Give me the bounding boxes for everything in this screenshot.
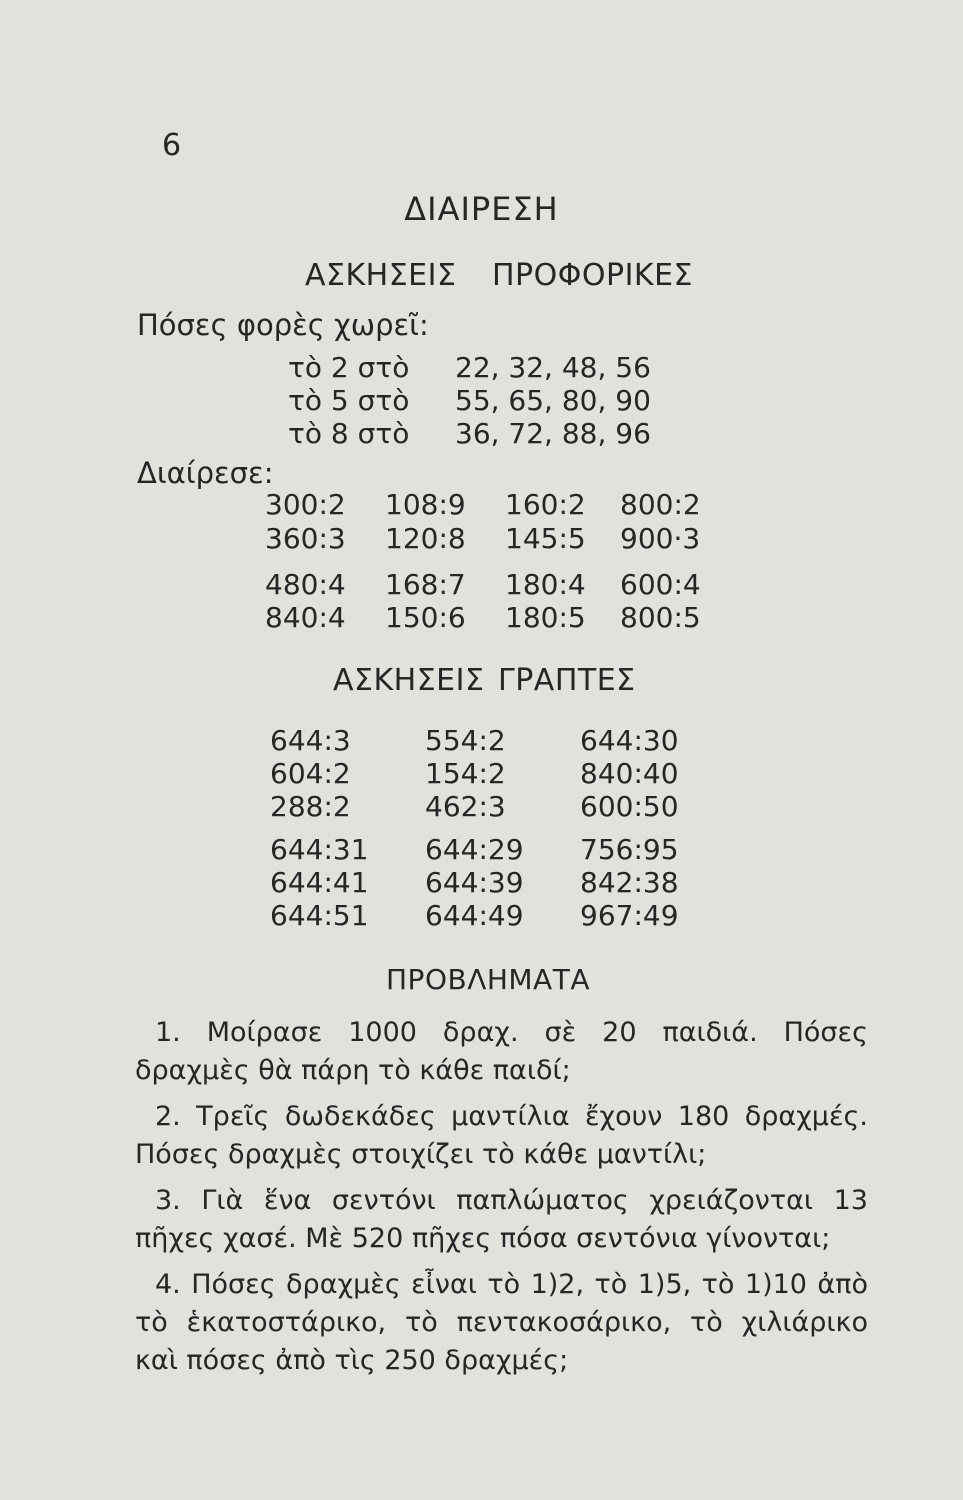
page-title: ΔΙΑΙΡΕΣΗ [404,190,559,228]
oral-heading-left: ΑΣΚΗΣΕΙΣ [305,258,457,293]
written-cell: 644:29 [425,833,524,866]
problems-list [135,1014,868,1388]
problem-item: 1. Μοίρασε 1000 δραχ. σὲ 20 παιδιά. Πόσες δραχμὲς θὰ πάρη τὸ κάθε παιδί; [135,1017,868,1086]
oral-cell: 180:4 [505,568,586,601]
oral-row-label: τὸ 5 στὸ [288,384,410,417]
written-cell: 154:2 [425,757,506,790]
oral-cell: 180:5 [505,601,586,634]
oral-cell: 600:4 [620,568,701,601]
written-cell: 644:30 [580,724,679,757]
written-heading-left: ΑΣΚΗΣΕΙΣ [333,663,485,698]
written-cell: 604:2 [270,757,351,790]
oral-row-label: τὸ 8 στὸ [288,417,410,450]
oral-cell: 800:2 [620,488,701,521]
oral-cell: 840:4 [265,601,346,634]
written-cell: 644:3 [270,724,351,757]
oral-cell: 480:4 [265,568,346,601]
oral-cell: 800:5 [620,601,701,634]
oral-row-values: 22, 32, 48, 56 [455,351,651,384]
oral-cell: 120:8 [385,522,466,555]
oral-cell: 300:2 [265,488,346,521]
oral-cell: 900·3 [620,522,701,555]
oral-row-values: 36, 72, 88, 96 [455,417,651,450]
written-cell: 644:39 [425,866,524,899]
problem-item: 2. Τρεῖς δωδεκάδες μαντίλια ἔχουν 180 δραχμές. Πόσες δραχμὲς στοιχίζει τὸ κάθε μαντίλι; [135,1101,868,1170]
written-cell: 462:3 [425,790,506,823]
written-cell: 644:31 [270,833,369,866]
written-cell: 554:2 [425,724,506,757]
oral-heading-right: ΠΡΟΦΟΡΙΚΕΣ [492,258,694,293]
oral-cell: 150:6 [385,601,466,634]
written-cell: 840:40 [580,757,679,790]
oral-cell: 145:5 [505,522,586,555]
written-cell: 842:38 [580,866,679,899]
written-cell: 288:2 [270,790,351,823]
written-cell: 644:51 [270,899,369,932]
written-cell: 644:49 [425,899,524,932]
page-number: 6 [162,128,182,163]
written-cell: 967:49 [580,899,679,932]
oral-row-values: 55, 65, 80, 90 [455,384,651,417]
written-cell: 644:41 [270,866,369,899]
divide-label: Διαίρεσε: [137,456,274,490]
oral-cell: 360:3 [265,522,346,555]
problem-item: 3. Γιὰ ἕνα σεντόνι παπλώματος χρειάζονται 13 πῆχες χασέ. Μὲ 520 πῆχες πόσα σεντόνια γίνονται; [135,1185,868,1254]
problem-item: 4. Πόσες δραχμὲς εἶναι τὸ 1)2, τὸ 1)5, τὸ 1)10 ἀπὸ τὸ ἑκατοστάρικο, τὸ πεντακοσάρικο, τὸ χιλιάρικο καὶ πόσες ἀπὸ τὶς 250 δραχμές; [135,1269,868,1376]
oral-cell: 108:9 [385,488,466,521]
oral-cell: 160:2 [505,488,586,521]
problems-heading: ΠΡΟΒΛΗΜΑΤΑ [386,963,590,996]
written-heading-right: ΓΡΑΠΤΕΣ [498,663,636,698]
written-cell: 756:95 [580,833,679,866]
oral-row-label: τὸ 2 στὸ [288,351,410,384]
oral-cell: 168:7 [385,568,466,601]
written-cell: 600:50 [580,790,679,823]
question-label: Πόσες φορὲς χωρεῖ: [137,308,429,342]
